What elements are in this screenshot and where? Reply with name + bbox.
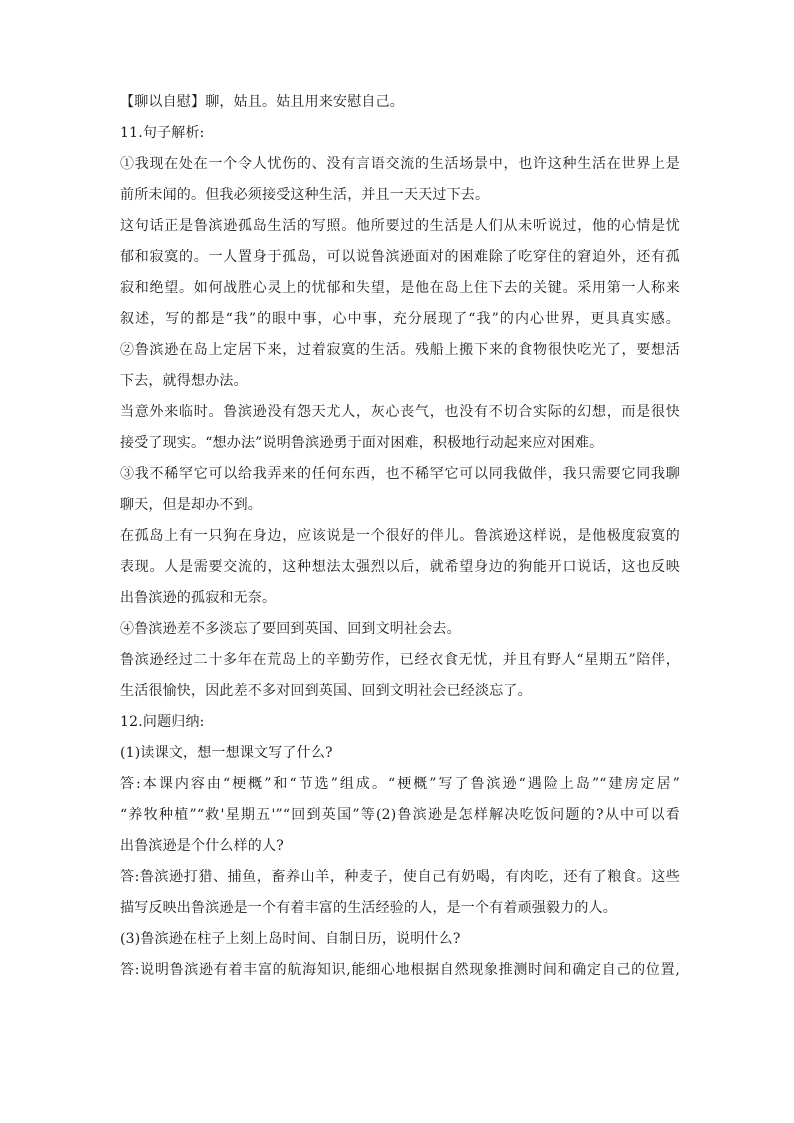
text-line: ①我现在处在一个令人忧伤的、没有言语交流的生活场景中，也许这种生活在世界上是 [120,156,680,172]
question-line: (1)读课文，想一想课文写了什么? [120,745,333,761]
answer-line: 答:本课内容由“梗概”和“节选”组成。“梗概”写了鲁滨逊“遇险上岛”“建房定居” [120,776,680,792]
text-line: 【聊以自慰】聊，姑且。姑且用来安慰自己。 [120,94,404,110]
text-line: 前所未闻的。但我必须接受这种生活，并且一天天过下去。 [120,187,490,203]
answer-line: 答:鲁滨逊打猎、捕鱼，畜养山羊，种麦子，使自己有奶喝，有肉吃，还有了粮食。这些 [120,869,680,885]
text-line: 这句话正是鲁滨逊孤岛生活的写照。他所要过的生活是人们从未听说过，他的心情是忧 [120,218,680,234]
section-heading: 11.句子解析: [120,125,205,141]
text-line: 下去，就得想办法。 [120,373,248,389]
text-line: 郁和寂寞的。一人置身于孤岛，可以说鲁滨逊面对的困难除了吃穿住的窘迫外，还有孤 [120,249,680,265]
text-line: 出鲁滨逊的孤寂和无奈。 [120,590,277,606]
text-line: 生活很愉快，因此差不多对回到英国、回到文明社会已经淡忘了。 [120,683,532,699]
answer-line: 描写反映出鲁滨逊是一个有着丰富的生活经验的人，是一个有着顽强毅力的人。 [120,900,617,916]
answer-line: “养牧种植”“救'星期五'”“回到英国”等(2)鲁滨逊是怎样解决吃饭问题的?从中可以看 [120,807,680,823]
text-line: ④鲁滨逊差不多淡忘了要回到英国、回到文明社会去。 [120,621,461,637]
question-line: (3)鲁滨逊在柱子上刻上岛时间、自制日历，说明什么? [120,931,461,947]
document-page [120,94,680,993]
section-heading: 12.问题归纳: [120,714,205,730]
answer-line: 答:说明鲁滨逊有着丰富的航海知识,能细心地根据自然现象推测时间和确定自己的位置, [120,962,680,978]
text-line: 叙述，写的都是“我”的眼中事，心中事，充分展现了“我”的内心世界，更具真实感。 [120,311,680,327]
text-line: 在孤岛上有一只狗在身边，应该说是一个很好的伴儿。鲁滨逊这样说，是他极度寂寞的 [120,528,680,544]
text-line: 接受了现实。“想办法”说明鲁滨逊勇于面对困难，积极地行动起来应对困难。 [120,435,604,451]
text-line: ②鲁滨逊在岛上定居下来，过着寂寞的生活。残船上搬下来的食物很快吃光了，要想活 [120,342,680,358]
text-line: 寂和绝望。如何战胜心灵上的忧郁和失望，是他在岛上住下去的关键。采用第一人称来 [120,280,680,296]
text-line: 表现。人是需要交流的，这种想法太强烈以后，就希望身边的狗能开口说话，这也反映 [120,559,680,575]
question-line: 出鲁滨逊是个什么样的人? [120,838,284,854]
text-line: 当意外来临时。鲁滨逊没有怨天尤人，灰心丧气，也没有不切合实际的幻想，而是很快 [120,404,680,420]
text-line: 聊天，但是却办不到。 [120,497,262,513]
text-line: ③我不稀罕它可以给我弄来的任何东西，也不稀罕它可以同我做伴，我只需要它同我聊 [120,466,680,482]
text-line: 鲁滨逊经过二十多年在荒岛上的辛勤劳作，已经衣食无忧，并且有野人“星期五”陪伴， [120,652,680,668]
